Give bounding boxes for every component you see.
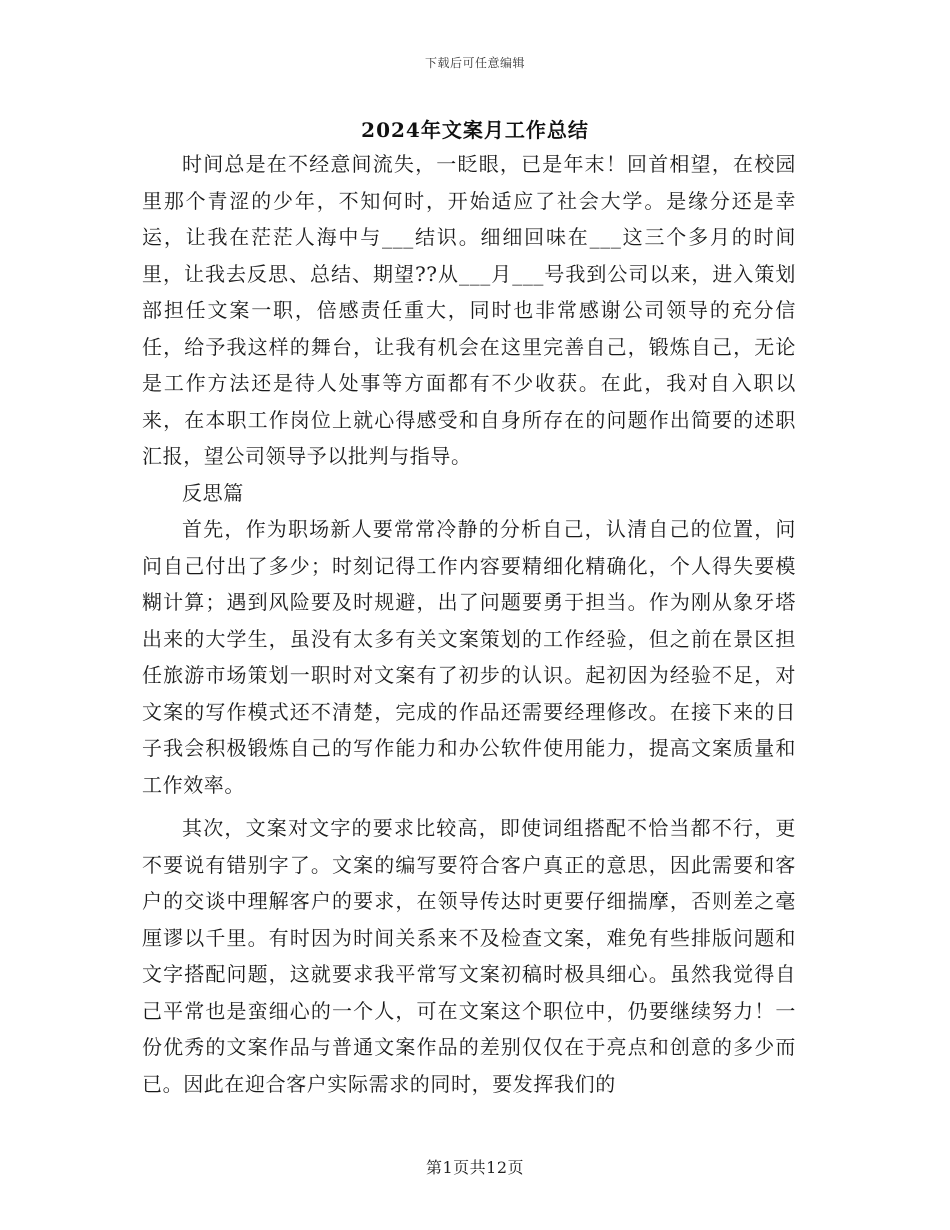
paragraph-intro: 时间总是在不经意间流失，一眨眼，已是年末！回首相望，在校园里那个青涩的少年，不知何时，开始适应了社会大学。是缘分还是幸运，让我在茫茫人海中与___结识。细细回味在___这三个多月的时间里，让我去反思、总结、期望??从___月___号我到公司以来，进入策划部担任文案一职，倍感责任重大，同时也非常感谢公司领导的充分信任，给予我这样的舞台，让我有机会在这里完善自己，锻炼自己，无论是工作方法还是待人处事等方面都有不少收获。在此，我对自入职以来，在本职工作岗位上就心得感受和自身所存在的问题作出简要的述职汇报，望公司领导予以批判与指导。 [142, 152, 796, 468]
page-header-note: 下载后可任意编辑 [424, 56, 525, 70]
section-heading-reflection: 反思篇 [182, 480, 244, 505]
document-body [142, 146, 796, 1102]
page-number: 第1页共12页 [425, 1158, 525, 1177]
paragraph-first-point: 首先，作为职场新人要常常冷静的分析自己，认清自己的位置，问问自己付出了多少；时刻记得工作内容要精细化精确化，个人得失要模糊计算；遇到风险要及时规避，出了问题要勇于担当。作为刚从象牙塔出来的大学生，虽没有太多有关文案策划的工作经验，但之前在景区担任旅游市场策划一职时对文案有了初步的认识。起初因为经验不足，对文案的写作模式还不清楚，完成的作品还需要经理修改。在接下来的日子我会积极锻炼自己的写作能力和办公软件使用能力，提高文案质量和工作效率。 [142, 517, 796, 797]
paragraph-second-point: 其次，文案对文字的要求比较高，即使词组搭配不恰当都不行，更不要说有错别字了。文案的编写要符合客户真正的意思，因此需要和客户的交谈中理解客户的要求，在领导传达时更要仔细揣摩，否则差之毫厘谬以千里。有时因为时间关系来不及检查文案，难免有些排版问题和文字搭配问题，这就要求我平常写文案初稿时极具细心。虽然我觉得自己平常也是蛮细心的一个人，可在文案这个职位中，仍要继续努力！一份优秀的文案作品与普通文案作品的差别仅仅在于亮点和创意的多少而已。因此在迎合客户实际需求的同时，要发挥我们的 [142, 816, 796, 1096]
document-title: 2024年文案月工作总结 [361, 118, 589, 142]
